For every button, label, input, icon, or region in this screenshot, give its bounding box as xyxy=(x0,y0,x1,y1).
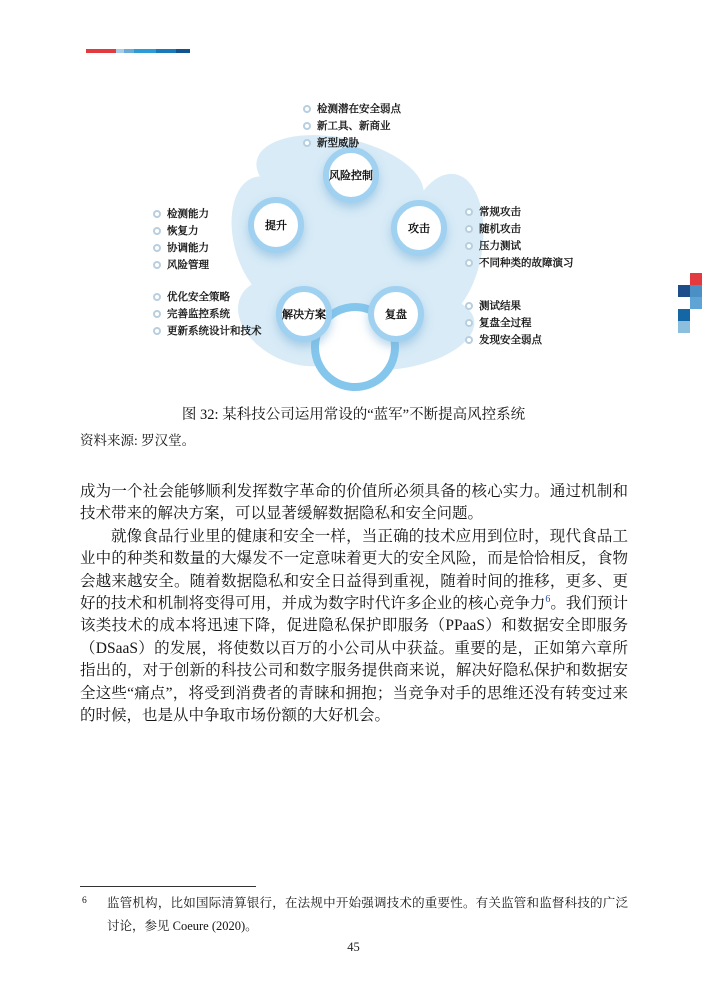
bullet-icon xyxy=(153,244,161,252)
list-item-label: 压力测试 xyxy=(479,240,521,252)
list-item xyxy=(303,134,401,151)
paragraph-text: 就像食品行业里的健康和安全一样，当正确的技术应用到位时，现代食品工业中的种类和数量的大爆发不一定意味着更大的安全风险，而是恰恰相反，食物会越来越安全。随着数据隐私和安全日益得到重视，随着时间的推移，更多、更好的技术和机制将变得可用，并成为数字时代许多企业的核心竞争力 xyxy=(80,527,628,613)
bullet-icon xyxy=(153,327,161,335)
list-item xyxy=(465,237,574,254)
node-solution: 解决方案 xyxy=(276,286,332,342)
node-risk-control: 风险控制 xyxy=(323,147,379,203)
page-number: 45 xyxy=(347,940,360,954)
list-item xyxy=(465,203,574,220)
paragraph: 成为一个社会能够顺利发挥数字革命的价值所必须具备的核心实力。通过机制和技术带来的解决方案，可以显著缓解数据隐私和安全问题。 xyxy=(80,483,628,523)
list-item xyxy=(465,297,542,314)
color-bar-segment xyxy=(124,49,134,53)
list-item-label: 新型威胁 xyxy=(317,137,359,149)
list-item-label: 复盘全过程 xyxy=(479,317,532,329)
list-item-label: 恢复力 xyxy=(167,225,199,237)
list-item-label: 常规攻击 xyxy=(479,206,521,218)
list-item xyxy=(465,314,542,331)
body-text xyxy=(80,481,628,727)
list-item-label: 新工具、新商业 xyxy=(317,120,391,132)
list-item-label: 完善监控系统 xyxy=(167,308,230,320)
bullet-icon xyxy=(465,259,473,267)
bullet-icon xyxy=(303,122,311,130)
diagram-list-bottom-left xyxy=(153,288,262,339)
list-item-label: 发现安全弱点 xyxy=(479,334,542,346)
bullet-icon xyxy=(465,225,473,233)
list-item-label: 风险管理 xyxy=(167,259,209,271)
footnote-reference: 6 xyxy=(545,593,551,605)
list-item xyxy=(465,254,574,271)
list-item xyxy=(465,331,542,348)
diagram-list-bottom-right xyxy=(465,297,542,348)
list-item-label: 优化安全策略 xyxy=(167,291,230,303)
list-item-label: 协调能力 xyxy=(167,242,209,254)
list-item xyxy=(153,305,262,322)
node-attack: 攻击 xyxy=(391,200,447,256)
footnote-marker: 6 xyxy=(82,896,87,906)
list-item-label: 不同种类的故障演习 xyxy=(479,257,574,269)
bullet-icon xyxy=(465,319,473,327)
bullet-icon xyxy=(465,302,473,310)
color-bar-segment xyxy=(86,49,116,53)
bullet-icon xyxy=(465,208,473,216)
list-item xyxy=(153,239,209,256)
list-item-label: 更新系统设计和技术 xyxy=(167,325,262,337)
list-item xyxy=(153,288,262,305)
diagram-list-left xyxy=(153,205,209,273)
list-item xyxy=(153,205,209,222)
bullet-icon xyxy=(465,336,473,344)
color-bar-segment xyxy=(156,49,176,53)
list-item-label: 检测潜在安全弱点 xyxy=(317,103,401,115)
color-bar-segment xyxy=(176,49,190,53)
paragraph-text: 。我们预计该类技术的成本将迅速下降，促进隐私保护即服务（PPaaS）和数据安全即服务（DSaaS）的发展，将使数以百万的小公司从中获益。重要的是，正如第六章所指出的，对于创新的科技公司和数字服务提供商来说，解决好隐私保护和数据安全这些“痛点”，将受到消费者的青睐和拥抱；当竞争对手的思维还没有转变过来的时候，也是从中争取市场份额的大好机会。 xyxy=(80,595,628,725)
list-item xyxy=(153,256,209,273)
figure-source: 资料来源: 罗汉堂。 xyxy=(80,433,196,448)
node-improve: 提升 xyxy=(248,197,304,253)
footnote xyxy=(80,892,628,938)
list-item xyxy=(153,322,262,339)
bullet-icon xyxy=(153,210,161,218)
color-bar-segment xyxy=(116,49,124,53)
paragraph xyxy=(80,526,628,728)
diagram-list-right xyxy=(465,203,574,271)
bullet-icon xyxy=(303,139,311,147)
bullet-icon xyxy=(153,293,161,301)
list-item-label: 测试结果 xyxy=(479,300,521,312)
footnote-text: 监管机构，比如国际清算银行，在法规中开始强调技术的重要性。有关监管和监督科技的广泛讨论，参见 Coeure (2020)。 xyxy=(107,896,628,933)
footnote-divider xyxy=(80,886,256,887)
bullet-icon xyxy=(153,261,161,269)
list-item-label: 检测能力 xyxy=(167,208,209,220)
bullet-icon xyxy=(465,242,473,250)
bullet-icon xyxy=(153,310,161,318)
list-item xyxy=(303,100,401,117)
figure-diagram xyxy=(0,90,707,380)
color-bar-segment xyxy=(134,49,156,53)
list-item xyxy=(303,117,401,134)
list-item xyxy=(153,222,209,239)
figure-caption: 图 32: 某科技公司运用常设的“蓝军”不断提高风控系统 xyxy=(181,407,526,423)
node-review: 复盘 xyxy=(368,286,424,342)
list-item-label: 随机攻击 xyxy=(479,223,521,235)
bullet-icon xyxy=(153,227,161,235)
list-item xyxy=(465,220,574,237)
diagram-list-top xyxy=(303,100,401,151)
header-color-bar xyxy=(86,49,190,53)
bullet-icon xyxy=(303,105,311,113)
